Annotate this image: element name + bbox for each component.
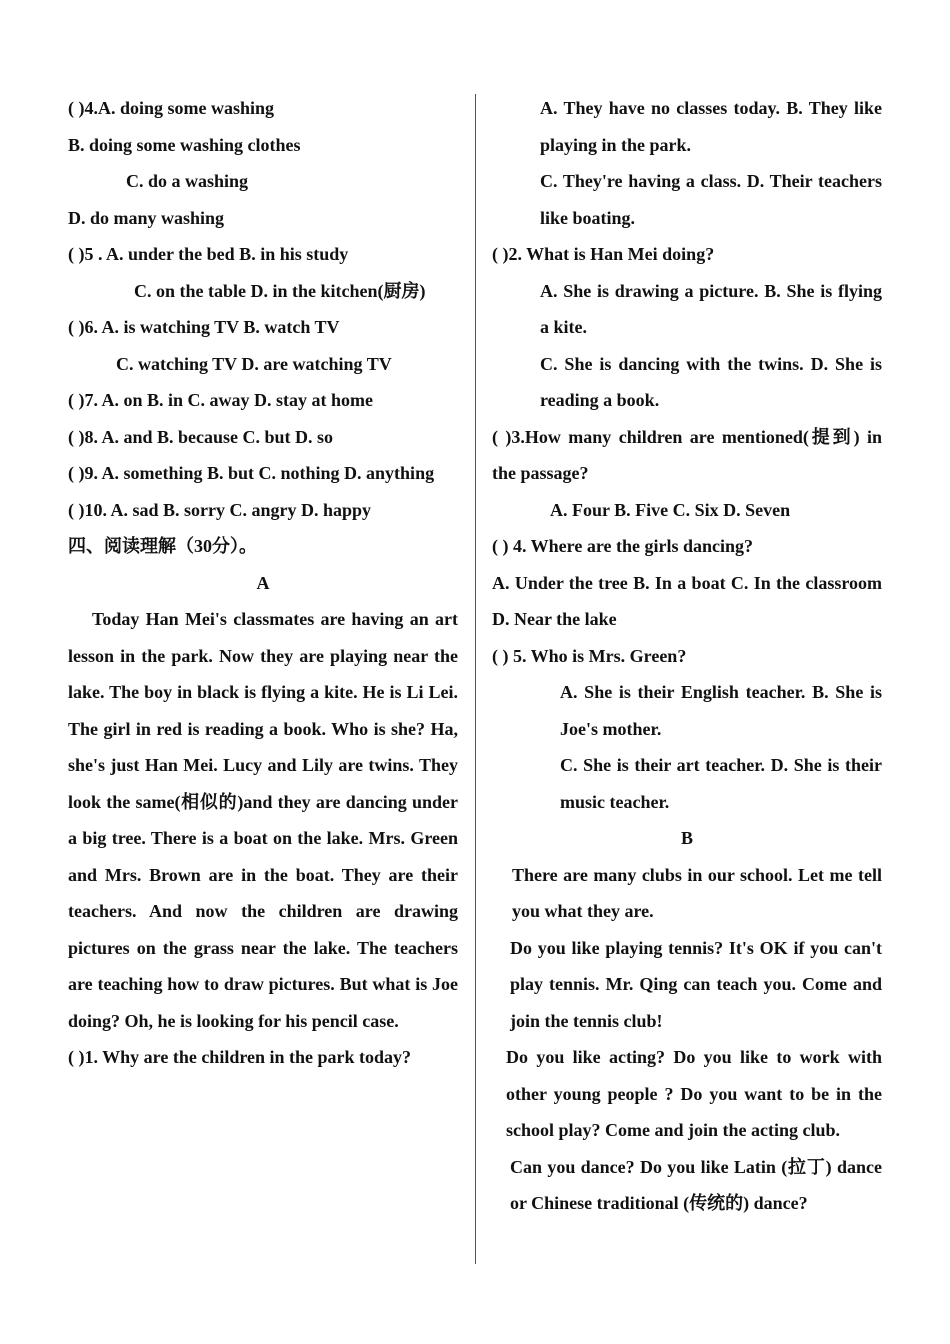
passage-b-paragraph-2: Do you like playing tennis? It's OK if you can't play tennis. Mr. Qing can teach you. Come and join the tennis club!: [510, 937, 882, 1031]
question-4-option-d: D. do many washing: [68, 207, 225, 228]
passage-b-paragraph-3: Do you like acting? Do you like to work with other young people ? Do you want to be in the school play? Come and join the acting club.: [506, 1047, 882, 1140]
question-8: ( )8. A. and B. because C. but D. so: [68, 426, 334, 447]
reading-a-q3-options: A. Four B. Five C. Six D. Seven: [550, 499, 791, 520]
question-9: ( )9. A. something B. but C. nothing D. anything: [68, 463, 435, 483]
reading-a-question-1: ( )1. Why are the children in the park today?: [68, 1047, 412, 1067]
reading-a-question-4: ( ) 4. Where are the girls dancing?: [492, 536, 753, 556]
reading-a-q1-options-cd: C. They're having a class. D. Their teachers like boating.: [540, 171, 882, 228]
question-6-options-ab: ( )6. A. is watching TV B. watch TV: [68, 317, 340, 337]
passage-a-title: A: [256, 572, 270, 593]
reading-a-q5-options-cd: C. She is their art teacher. D. She is their music teacher.: [560, 755, 882, 812]
question-5-options-ab: ( )5 . A. under the bed B. in his study: [68, 244, 349, 264]
right-column: [492, 90, 882, 1222]
passage-b-paragraph-1: There are many clubs in our school. Let me tell you what they are.: [512, 864, 882, 921]
section-title: 四、阅读理解（30分）。: [68, 536, 257, 556]
passage-b-title: B: [680, 828, 693, 848]
passage-b-paragraph-4: Can you dance? Do you like Latin (拉丁) dance or Chinese traditional (传统的) dance?: [510, 1156, 882, 1213]
question-6-options-cd: C. watching TV D. are watching TV: [116, 353, 392, 374]
reading-a-q4-options: A. Under the tree B. In a boat C. In the classroom D. Near the lake: [492, 572, 882, 629]
question-4-option-b: B. doing some washing clothes: [68, 134, 301, 155]
question-7: ( )7. A. on B. in C. away D. stay at home: [68, 390, 374, 410]
reading-a-q2-options-ab: A. She is drawing a picture. B. She is flying a kite.: [540, 280, 882, 337]
question-4-option-c: C. do a washing: [126, 171, 249, 191]
passage-a-text: Today Han Mei's classmates are having an art lesson in the park. Now they are playing near the lake. The boy in black is flying a kite. He is Li Lei. The girl in red is reading a book. Who is she? Ha, she's just Han Mei. Lucy and Lily are twins. They look the same(相似的)and they are dancing under a big tree. There is a boat on the lake. Mrs. Green and Mrs. Brown are in the boat. They are their teachers. And now the children are drawing pictures on the grass near the lake. The teachers are teaching how to draw pictures. But what is Joe doing? Oh, he is looking for his pencil case.: [68, 609, 458, 1031]
question-10: ( )10. A. sad B. sorry C. angry D. happy: [68, 499, 372, 520]
reading-a-q2-options-cd: C. She is dancing with the twins. D. She is reading a book.: [540, 353, 882, 410]
reading-a-question-2: ( )2. What is Han Mei doing?: [492, 244, 715, 264]
reading-a-q5-options-ab: A. She is their English teacher. B. She is Joe's mother.: [560, 682, 882, 739]
column-divider: [475, 94, 476, 1264]
reading-a-question-3: ( )3.How many children are mentioned(提到) in the passage?: [492, 426, 882, 483]
left-column: [68, 90, 458, 1076]
question-5-options-cd: C. on the table D. in the kitchen(厨房): [134, 280, 426, 301]
reading-a-q1-options-ab: A. They have no classes today. B. They like playing in the park.: [540, 98, 882, 155]
question-4-option-ab: ( )4.A. doing some washing: [68, 98, 275, 118]
reading-a-question-5: ( ) 5. Who is Mrs. Green?: [492, 645, 687, 666]
